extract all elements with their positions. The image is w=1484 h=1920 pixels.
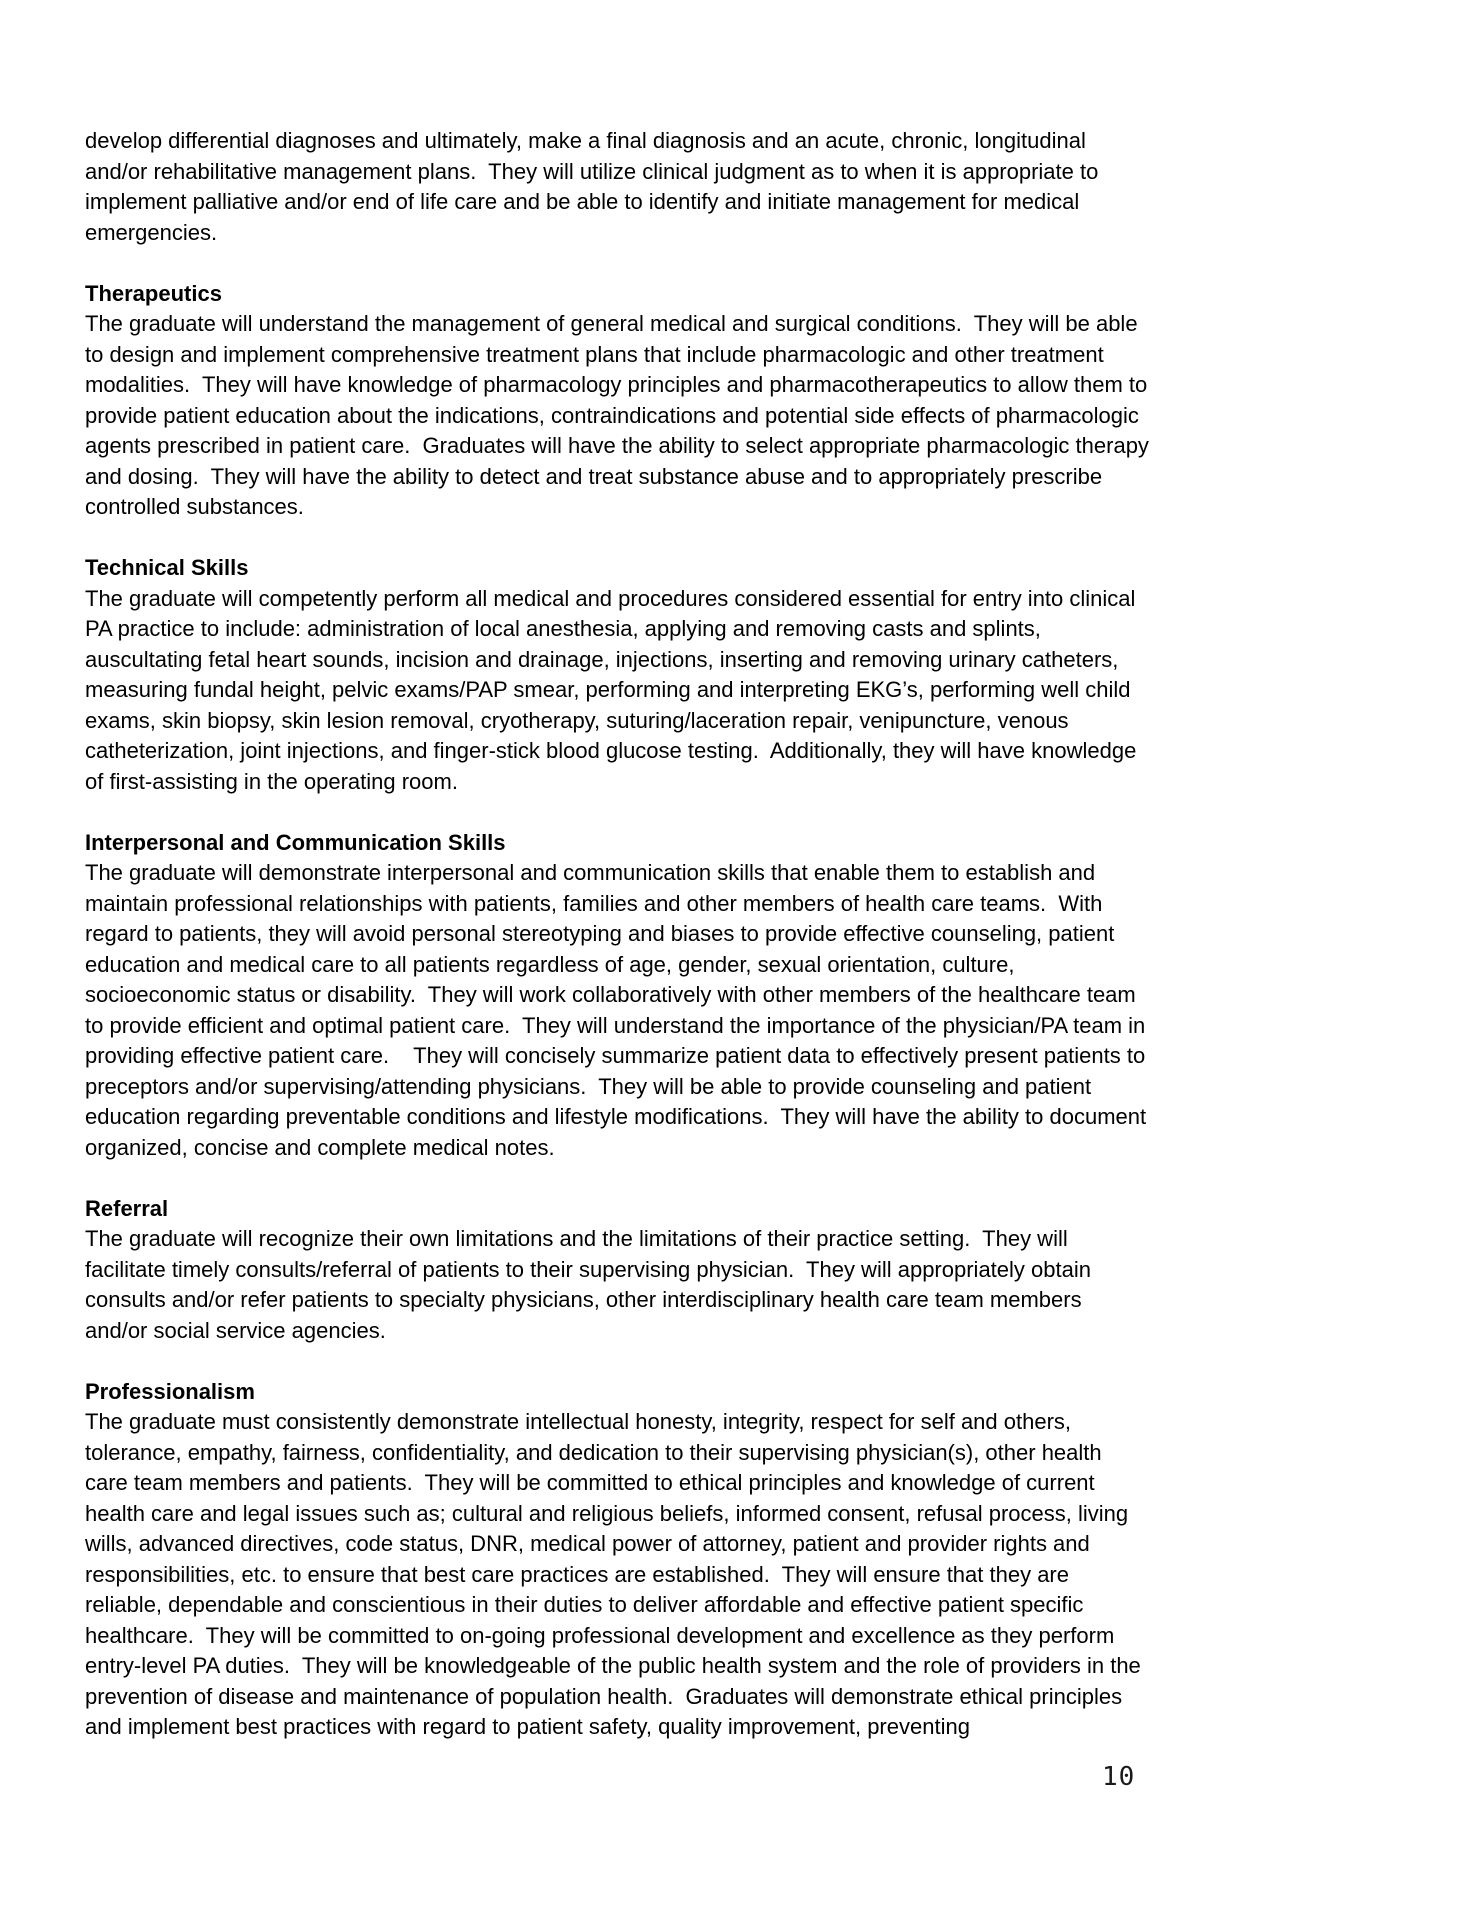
- sections-container: [85, 279, 1484, 1743]
- section-heading: Therapeutics: [85, 280, 222, 306]
- document-section: [85, 1194, 1484, 1347]
- document-section: [85, 828, 1484, 1164]
- section-body: The graduate must consistently demonstrate intellectual honesty, integrity, respect for self and others, tolerance, empathy, fairness, confidentiality, and dedication to their supervising physician(s), other health care team members and patients. They will be committed to ethical principles and knowledge of current health care and legal issues such as; cultural and religious beliefs, informed consent, refusal process, living wills, advanced directives, code status, DNR, medical power of attorney, patient and provider rights and responsibilities, etc. to ensure that best care practices are established. They will ensure that they are reliable, dependable and conscientious in their duties to deliver affordable and effective patient specific healthcare. They will be committed to on-going professional development and excellence as they perform entry-level PA duties. They will be knowledgeable of the public health system and the role of providers in the prevention of disease and maintenance of population health. Graduates will demonstrate ethical principles and implement best practices with regard to patient safety, quality improvement, preventing: [85, 1409, 1147, 1739]
- continuation-paragraph: develop differential diagnoses and ultimately, make a final diagnosis and an acute, chronic, longitudinal and/or rehabilitative management plans. They will utilize clinical judgment as to when it is appropriate to implement palliative and/or end of life care and be able to identify and initiate management for medical emergencies.: [85, 128, 1105, 245]
- section-heading: Professionalism: [85, 1378, 255, 1404]
- document-section: [85, 279, 1484, 523]
- page-number: 10: [1102, 1762, 1136, 1792]
- section-heading: Interpersonal and Communication Skills: [85, 829, 506, 855]
- document-section: [85, 1377, 1484, 1743]
- section-body: The graduate will recognize their own limitations and the limitations of their practice setting. They will facilitate timely consults/referral of patients to their supervising physician. They will appropriately obtain consults and/or refer patients to specialty physicians, other interdisciplinary health care team members and/or social service agencies.: [85, 1226, 1098, 1343]
- document-section: [85, 553, 1484, 797]
- section-body: The graduate will competently perform all medical and procedures considered essential for entry into clinical PA practice to include: administration of local anesthesia, applying and removing casts and splints, auscultating fetal heart sounds, incision and drainage, injections, inserting and removing urinary catheters, measuring fundal height, pelvic exams/PAP smear, performing and interpreting EKG’s, performing well child exams, skin biopsy, skin lesion removal, cryotherapy, suturing/laceration repair, venipuncture, venous catheterization, joint injections, and finger-stick blood glucose testing. Additionally, they will have knowledge of first-assisting in the operating room.: [85, 585, 1143, 794]
- section-body: The graduate will understand the management of general medical and surgical conditions. They will be able to design and implement comprehensive treatment plans that include pharmacologic and other treatment modalities. They will have knowledge of pharmacology principles and pharmacotherapeutics to allow them to provide patient education about the indications, contraindications and potential side effects of pharmacologic agents prescribed in patient care. Graduates will have the ability to select appropriate pharmacologic therapy and dosing. They will have the ability to detect and treat substance abuse and to appropriately prescribe controlled substances.: [85, 311, 1156, 519]
- section-body: The graduate will demonstrate interpersonal and communication skills that enable them to establish and maintain professional relationships with patients, families and other members of health care teams. With regard to patients, they will avoid personal stereotyping and biases to provide effective counseling, patient education and medical care to all patients regardless of age, gender, sexual orientation, culture, socioeconomic status or disability. They will work collaboratively with other members of the healthcare team to provide efficient and optimal patient care. They will understand the importance of the physician/PA team in providing effective patient care. They will concisely summarize patient data to effectively present patients to preceptors and/or supervising/attending physicians. They will be able to provide counseling and patient education regarding preventable conditions and lifestyle modifications. They will have the ability to document organized, concise and complete medical notes.: [85, 860, 1153, 1160]
- section-heading: Referral: [85, 1195, 169, 1221]
- section-heading: Technical Skills: [85, 555, 249, 580]
